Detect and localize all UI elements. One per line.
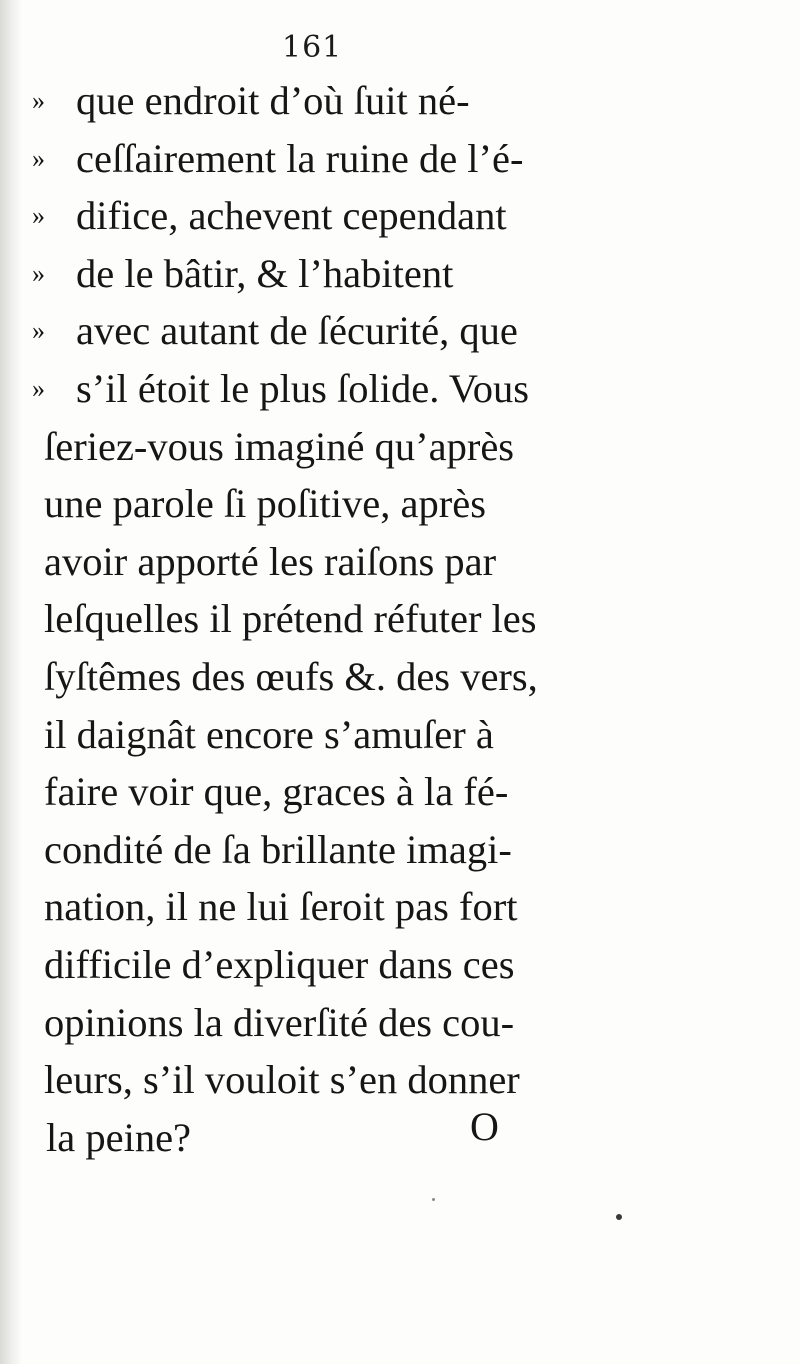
text-line: opinions la diverſité des cou-	[44, 999, 515, 1045]
text-line: » s’il étoit le plus ſolide. Vous	[28, 360, 603, 418]
page-number: 161	[282, 30, 343, 65]
text-line: la peine?	[46, 1114, 192, 1160]
text-line: condité de ſa brillante imagi-	[44, 826, 512, 872]
text-line: » que endroit d’où ſuit né-	[28, 72, 603, 130]
text-line: » difice, achevent cependant	[28, 187, 603, 245]
text-line: » avec autant de ſécurité, que	[28, 302, 603, 360]
text-line: difficile d’expliquer dans ces	[44, 941, 515, 987]
page-gutter	[0, 0, 22, 1364]
text-line: il daignât encore s’amuſer à	[44, 711, 494, 757]
text-line: » ceſſairement la ruine de l’é-	[28, 130, 603, 188]
ink-speck	[616, 1214, 622, 1220]
quotation-mark: »	[32, 258, 44, 288]
text-line: ſeriez-vous imaginé qu’après	[44, 423, 515, 469]
quotation-mark: »	[32, 201, 44, 231]
text-line: leſquelles il prétend réfuter les	[44, 596, 537, 642]
text-line: avoir apporté les raiſons par	[44, 538, 497, 584]
quotation-mark: »	[32, 86, 44, 115]
text-line: leurs, s’il vouloit s’en donner	[44, 1057, 520, 1103]
text-line: ſyſtêmes des œufs &. des vers,	[44, 653, 538, 699]
text-line: » de le bâtir, & l’habitent	[28, 245, 603, 303]
text-line: une parole ſi poſitive, après	[44, 481, 486, 527]
catchword: O	[470, 1104, 499, 1149]
quotation-mark: »	[32, 143, 44, 173]
body-text	[28, 72, 603, 1166]
text-line: nation, il ne lui ſeroit pas fort	[44, 884, 518, 930]
ink-speck	[432, 1198, 435, 1201]
text-line: faire voir que, graces à la fé-	[44, 769, 509, 815]
quotation-mark: »	[32, 316, 44, 346]
quotation-mark: »	[32, 373, 44, 403]
